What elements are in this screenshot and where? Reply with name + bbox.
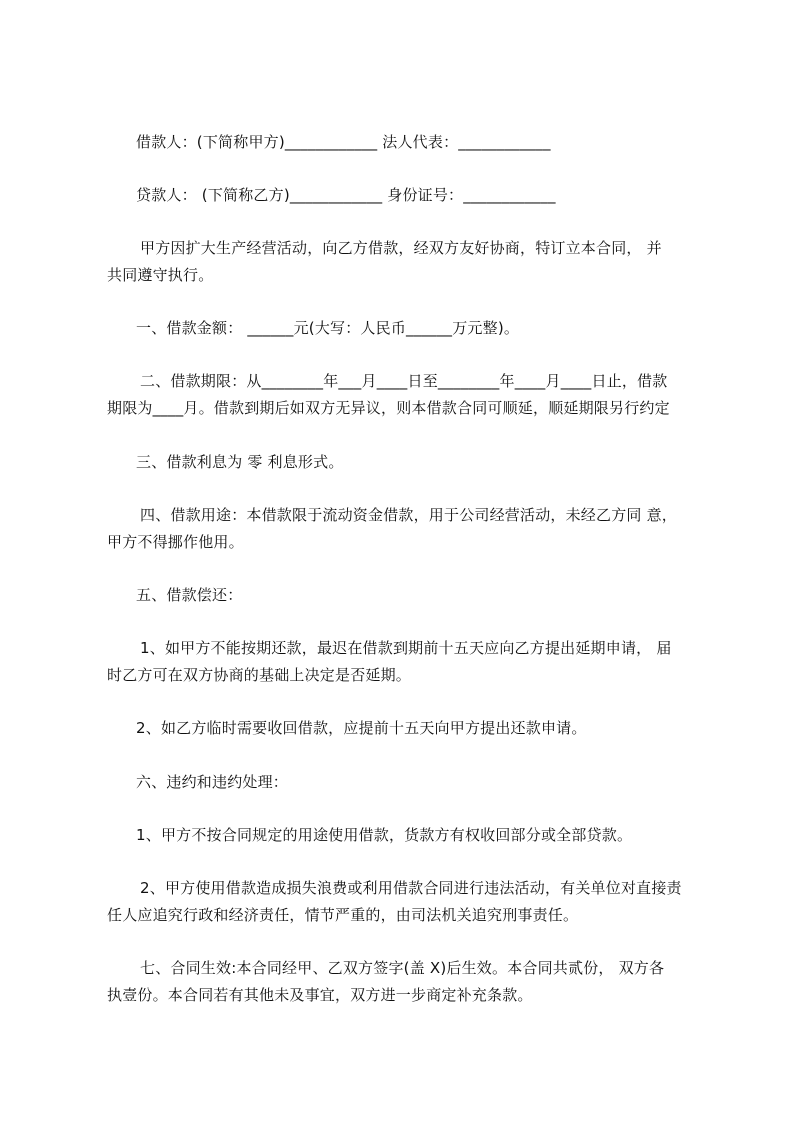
- clause-amount: 一、借款金额： ______元(大写：人民币______万元整)。: [136, 319, 520, 337]
- repayment-item-2: 2、如乙方临时需要收回借款，应提前十五天向甲方提出还款申请。: [136, 719, 587, 737]
- lender-line: 贷款人： (下简称乙方)____________ 身份证号：____________: [136, 186, 556, 204]
- preamble-line-2: 共同遵守执行。: [107, 266, 214, 284]
- breach-item-2-line-2: 任人应追究行政和经济责任，情节严重的，由司法机关追究刑事责任。: [107, 906, 579, 924]
- repayment-item-1-line-1: 1、如甲方不能按期还款，最迟在借款到期前十五天应向乙方提出延期申请， 届: [140, 639, 672, 657]
- breach-item-1: 1、甲方不按合同规定的用途使用借款，货款方有权收回部分或全部贷款。: [136, 826, 633, 844]
- breach-item-2-line-1: 2、甲方使用借款造成损失浪费或利用借款合同进行违法活动，有关单位对直接责: [140, 879, 682, 897]
- preamble-line-1: 甲方因扩大生产经营活动，向乙方借款，经双方友好协商，特订立本合同， 并: [140, 239, 662, 257]
- clause-breach-heading: 六、违约和违约处理：: [136, 773, 289, 791]
- repayment-item-1-line-2: 时乙方可在双方协商的基础上决定是否延期。: [107, 666, 412, 684]
- clause-effect-line-1: 七、合同生效:本合同经甲、乙双方签字(盖 X)后生效。本合同共贰份， 双方各: [140, 959, 665, 977]
- clause-purpose-line-1: 四、借款用途：本借款限于流动资金借款，用于公司经营活动，未经乙方同 意，: [140, 506, 677, 524]
- clause-interest: 三、借款利息为 零 利息形式。: [136, 453, 344, 471]
- clause-term-line-1: 二、借款期限：从________年___月____日至________年____月____日止，借款: [140, 372, 668, 390]
- clause-term-line-2: 期限为____月。借款到期后如双方无异议，则本借款合同可顺延，顺延期限另行约定: [107, 399, 670, 417]
- clause-repayment-heading: 五、借款偿还：: [136, 586, 243, 604]
- borrower-line: 借款人：(下简称甲方)____________ 法人代表：____________: [136, 133, 551, 151]
- clause-effect-line-2: 执壹份。本合同若有其他未及事宜，双方进一步商定补充条款。: [107, 986, 533, 1004]
- clause-purpose-line-2: 甲方不得挪作他用。: [107, 533, 244, 551]
